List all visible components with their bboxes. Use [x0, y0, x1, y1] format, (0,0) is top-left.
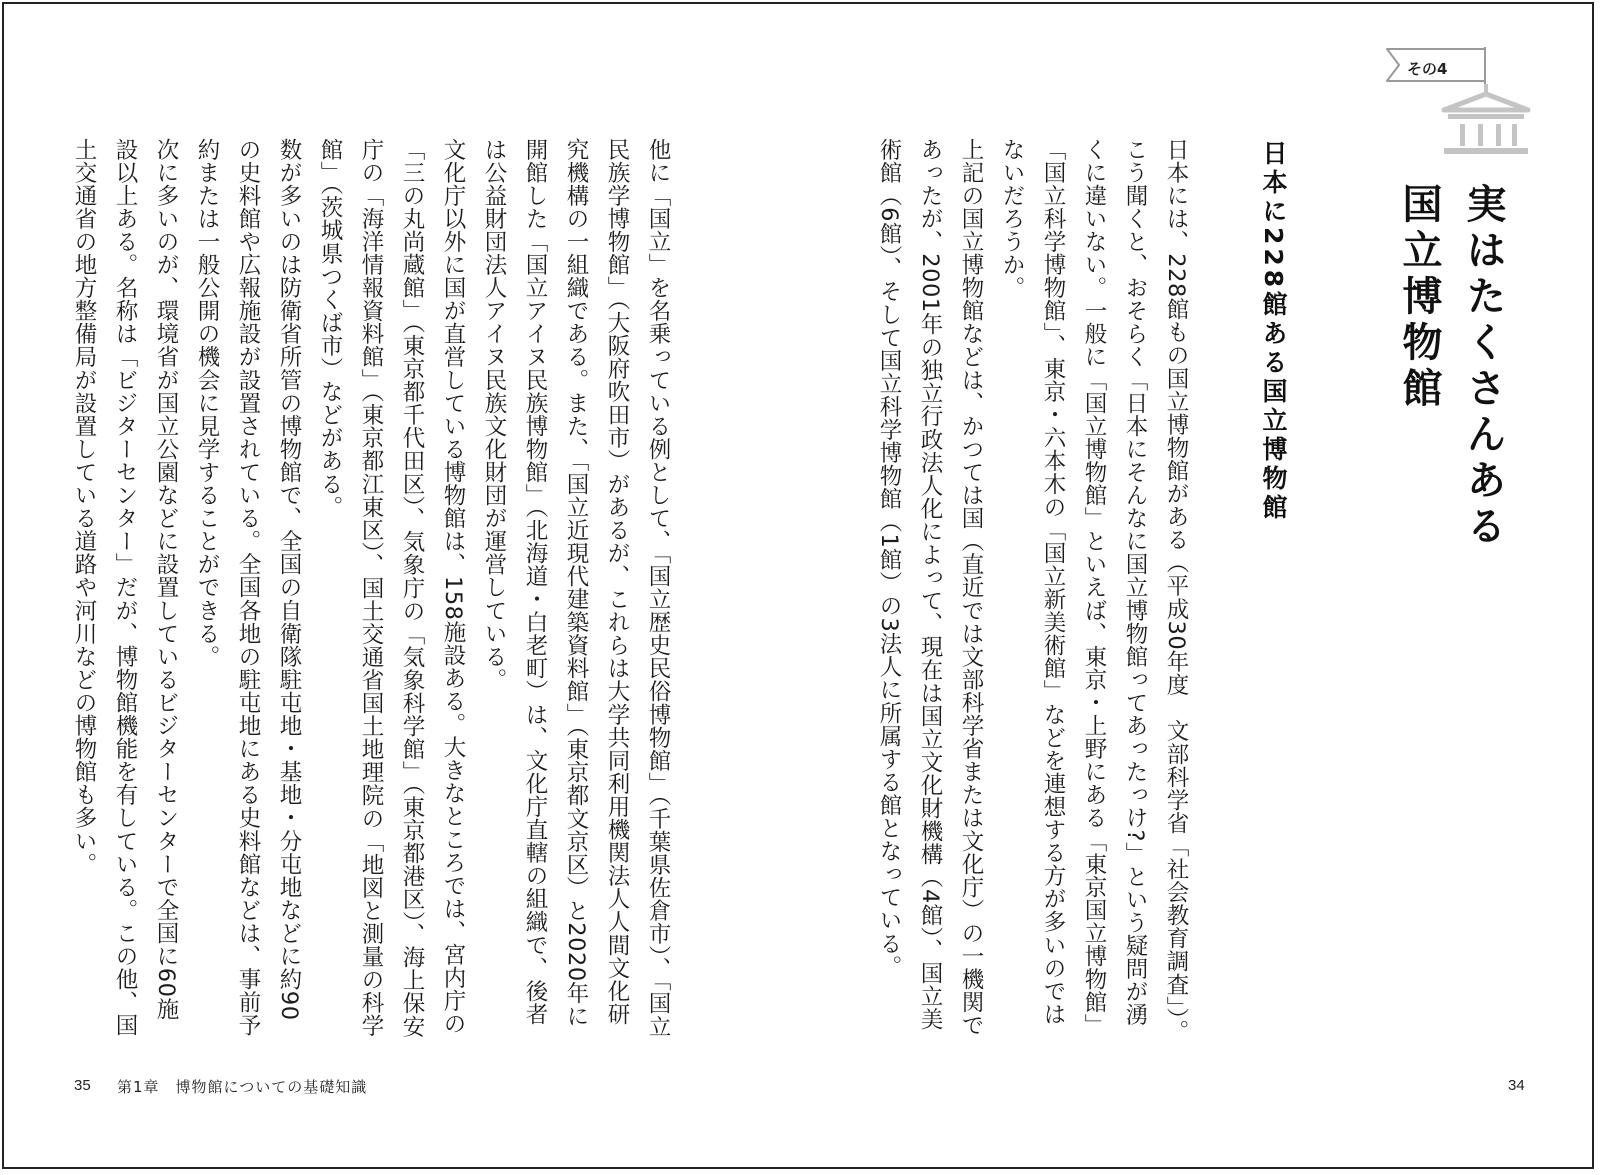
right-page-number: 34 — [1508, 1077, 1525, 1094]
running-head: 第1章 博物館についての基礎知識 — [117, 1078, 368, 1096]
chapter-title: 実はたくさんある 国立博物館 — [1396, 183, 1506, 551]
left-page-body: 他に「国立」を名乗っている例として、「国立歴史民俗博物館」（千葉県佐倉市）、「国立民族学博物館」（大阪府吹田市）があるが、これらは大学共同利用機関法人人間文化研究機構の一組織である。また、「国立近現代建築資料館」（東京都文京区）と2020年に開館した「国立アイヌ民族博物館」（北海道・白老町）は、文化庁直轄の組織で、後者は公益財団法人アイヌ民族文化財団が運営している。 文化庁以外に国が直営している博物館は、158施設ある。大きなところでは、宮内庁の「三の丸尚蔵館」（東京都千代田区）、気象庁の「気象科学館」（東京都港区）、海上保安庁の「海洋情報資料館」（東京都江東区）、国土交通省国土地理院の「地図と測量の科学館」（茨城県つくば市）などがある。 数が多いのは防衛省所管の博物館で、全国の自衛隊駐屯地・基地・分屯地などに約90の史料館や広報施設が設置されている。全国各地の駐屯地にある史料館などは、事前予約または一般公開の機会に見学することができる。 次に多いのが、環境省が国立公園などに設置しているビジターセンターで全国に60施設以上ある。名称は「ビジターセンター」だが、博物館機能を有している。この他、国土交通省の地方整備局が設置している道路や河川などの博物館も多い。 — [71, 138, 671, 1039]
left-page-number: 35 — [74, 1077, 91, 1094]
museum-building-icon — [1440, 84, 1532, 158]
section-subtitle: 日本に228館ある国立博物館 — [1259, 140, 1288, 524]
right-page-body: 日本には、228館もの国立博物館がある（平成30年度 文部科学省「社会教育調査」）。こう聞くと、おそらく「日本にそんなに国立博物館ってあったっけ?」という疑問が湧くに違いない。一般に「国立博物館」といえば、東京・上野にある「東京国立博物館」「国立科学博物館」、東京・六本木の「国立新美術館」などを連想する方が多いのではないだろうか。 上記の国立博物館などは、かつては国（直近では文部科学省または文化庁）の一機関であったが、2001年の独立行政法人化によって、現在は国立文化財機構（4館）、国立美術館（6館）、そして国立科学博物館（1館）の3法人に所属する館となっている。 — [876, 138, 1189, 1043]
section-badge-label: その4 — [1407, 60, 1448, 78]
